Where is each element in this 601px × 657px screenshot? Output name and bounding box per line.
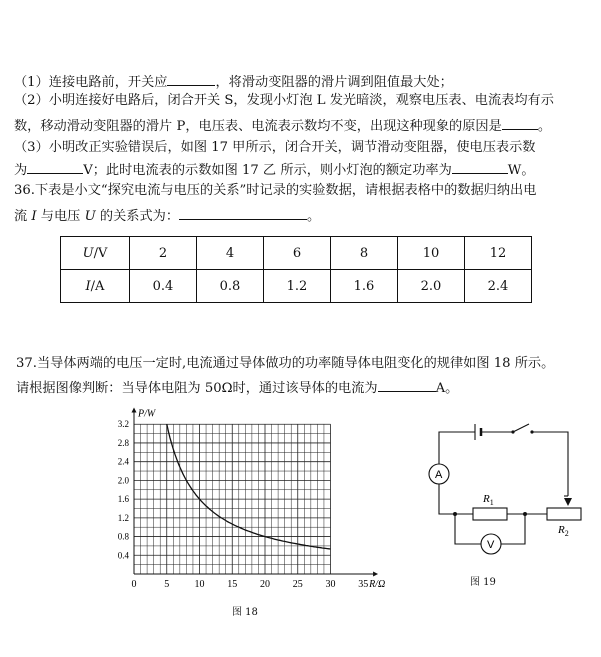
y-tick-label: 2.4 bbox=[117, 456, 129, 467]
table-cell: 6 bbox=[264, 237, 331, 270]
switch-contact bbox=[530, 430, 533, 433]
q35-part1-blank bbox=[167, 72, 215, 86]
r2-label-sub: 2 bbox=[564, 529, 569, 538]
x-tick-label: 0 bbox=[131, 579, 137, 590]
table-cell: 1.6 bbox=[331, 270, 398, 303]
r1-label-sub: 1 bbox=[489, 498, 494, 507]
wire-voltmeter-left bbox=[455, 514, 481, 544]
q37-line1: 37.当导体两端的电压一定时,电流通过导体做功的功率随导体电阻变化的规律如图 18 所示。 bbox=[16, 356, 555, 371]
q36-text-c: 的关系式为： bbox=[95, 209, 180, 224]
switch-blade bbox=[513, 424, 529, 432]
q36-line2 bbox=[14, 206, 320, 226]
figure-18-caption: 图 18 bbox=[232, 607, 258, 618]
q37-text-a: 请根据图像判断：当导体电阻为 50Ω时，通过该导体的电流为 bbox=[16, 381, 378, 396]
x-tick-label: 25 bbox=[292, 579, 303, 590]
x-tick-label: 30 bbox=[325, 579, 336, 590]
q35-part3-line2 bbox=[14, 160, 535, 180]
y-tick-label: 3.2 bbox=[117, 419, 129, 430]
y-tick-label: 2.8 bbox=[117, 437, 129, 448]
table-row-voltage bbox=[61, 237, 532, 270]
q35-part3-blank-v bbox=[27, 160, 83, 174]
q35-part1-text-a: （1）连接电路前，开关应 bbox=[14, 75, 168, 90]
q36-text-b: 与电压 bbox=[36, 209, 85, 224]
q36-var-u: U bbox=[84, 209, 96, 224]
table-cell: 4 bbox=[197, 237, 264, 270]
wire-voltmeter-right bbox=[501, 514, 525, 544]
table-cell: 2.4 bbox=[465, 270, 532, 303]
power-resistance-chart bbox=[100, 400, 420, 600]
voltage-unit: /V bbox=[93, 245, 108, 261]
q35-part2-line1: （2）小明连接好电路后，闭合开关 S，发现小灯泡 L 发光暗淡，观察电压表、电流表均有示 bbox=[14, 93, 554, 108]
q35-part2-line2 bbox=[14, 116, 551, 136]
x-tick-label: 15 bbox=[227, 579, 238, 590]
q35-part3-text-a: 为 bbox=[14, 163, 28, 178]
table-cell: 10 bbox=[398, 237, 465, 270]
wire-top-right bbox=[532, 432, 568, 496]
x-axis-arrow-icon bbox=[373, 572, 378, 577]
q35-part1 bbox=[14, 72, 453, 92]
voltage-var: U bbox=[82, 245, 94, 261]
q35-part3-blank-w bbox=[452, 160, 508, 174]
q36-blank bbox=[179, 206, 307, 220]
table-cell: 1.2 bbox=[264, 270, 331, 303]
q35-part2-text-a: 数，移动滑动变阻器的滑片 P，电压表、电流表示数均不变，出现这种现象的原因是 bbox=[14, 119, 502, 134]
q35-part2-text-b: 。 bbox=[537, 119, 551, 134]
r1-label bbox=[482, 493, 494, 507]
table-header-voltage bbox=[61, 237, 130, 270]
wire-left-lower bbox=[439, 484, 473, 514]
table-cell: 0.8 bbox=[197, 270, 264, 303]
x-tick-label: 20 bbox=[260, 579, 270, 590]
x-tick-label: 35 bbox=[358, 579, 369, 590]
table-cell: 0.4 bbox=[130, 270, 197, 303]
resistor-r2 bbox=[547, 508, 581, 520]
q37-blank bbox=[378, 378, 436, 392]
switch-contact bbox=[511, 430, 514, 433]
y-tick-label: 1.2 bbox=[117, 512, 129, 523]
table-cell: 2.0 bbox=[398, 270, 465, 303]
table-cell: 8 bbox=[331, 237, 398, 270]
x-tick-label: 5 bbox=[164, 579, 170, 590]
wire-top-left bbox=[439, 432, 475, 442]
current-unit: /A bbox=[90, 278, 105, 294]
x-axis-label: R/Ω bbox=[369, 579, 386, 590]
table-row-current bbox=[61, 270, 532, 303]
y-tick-label: 0.4 bbox=[117, 550, 129, 561]
chart-grid bbox=[134, 424, 331, 574]
y-tick-label: 0.8 bbox=[117, 531, 129, 542]
table-cell: 12 bbox=[465, 237, 532, 270]
q35-part3-text-c: W。 bbox=[507, 163, 535, 178]
q37-line2 bbox=[16, 378, 458, 398]
slider-arrow-icon bbox=[564, 498, 572, 506]
y-tick-label: 1.6 bbox=[117, 494, 129, 505]
q36-text-d: 。 bbox=[307, 209, 321, 224]
table-cell: 2 bbox=[130, 237, 197, 270]
q35-part1-text-b: ，将滑动变阻器的滑片调到阻值最大处； bbox=[215, 75, 453, 90]
circuit-diagram bbox=[425, 412, 585, 572]
r2-label-letter: R bbox=[558, 524, 565, 536]
figure-19-caption: 图 19 bbox=[470, 577, 496, 588]
r1-label-letter: R bbox=[483, 493, 490, 505]
ammeter-label: A bbox=[435, 469, 443, 481]
table-header-current bbox=[61, 270, 130, 303]
current-var: I bbox=[85, 278, 91, 294]
q36-line1: 36.下表是小文“探究电流与电压的关系”时记录的实验数据，请根据表格中的数据归纳出电 bbox=[14, 183, 537, 198]
junction-dot bbox=[523, 512, 527, 516]
r2-label bbox=[557, 524, 569, 538]
voltmeter-label: V bbox=[487, 539, 495, 551]
junction-dot bbox=[453, 512, 457, 516]
q36-text-a: 流 bbox=[14, 209, 32, 224]
y-axis-arrow-icon bbox=[132, 408, 137, 413]
q35-part2-blank bbox=[502, 116, 538, 130]
data-table bbox=[60, 236, 532, 303]
q37-text-b: A。 bbox=[435, 381, 459, 396]
q35-part3-text-b: V；此时电流表的示数如图 17 乙 所示，则小灯泡的额定功率为 bbox=[83, 163, 452, 178]
y-tick-label: 2.0 bbox=[117, 475, 129, 486]
q35-part3-line1: （3）小明改正实验错误后，如图 17 甲所示，闭合开关，调节滑动变阻器，使电压表示数 bbox=[14, 140, 536, 155]
q36-var-i: I bbox=[31, 209, 37, 224]
x-tick-label: 10 bbox=[194, 579, 205, 590]
y-axis-label: P/W bbox=[138, 408, 156, 420]
resistor-r1 bbox=[473, 508, 507, 520]
